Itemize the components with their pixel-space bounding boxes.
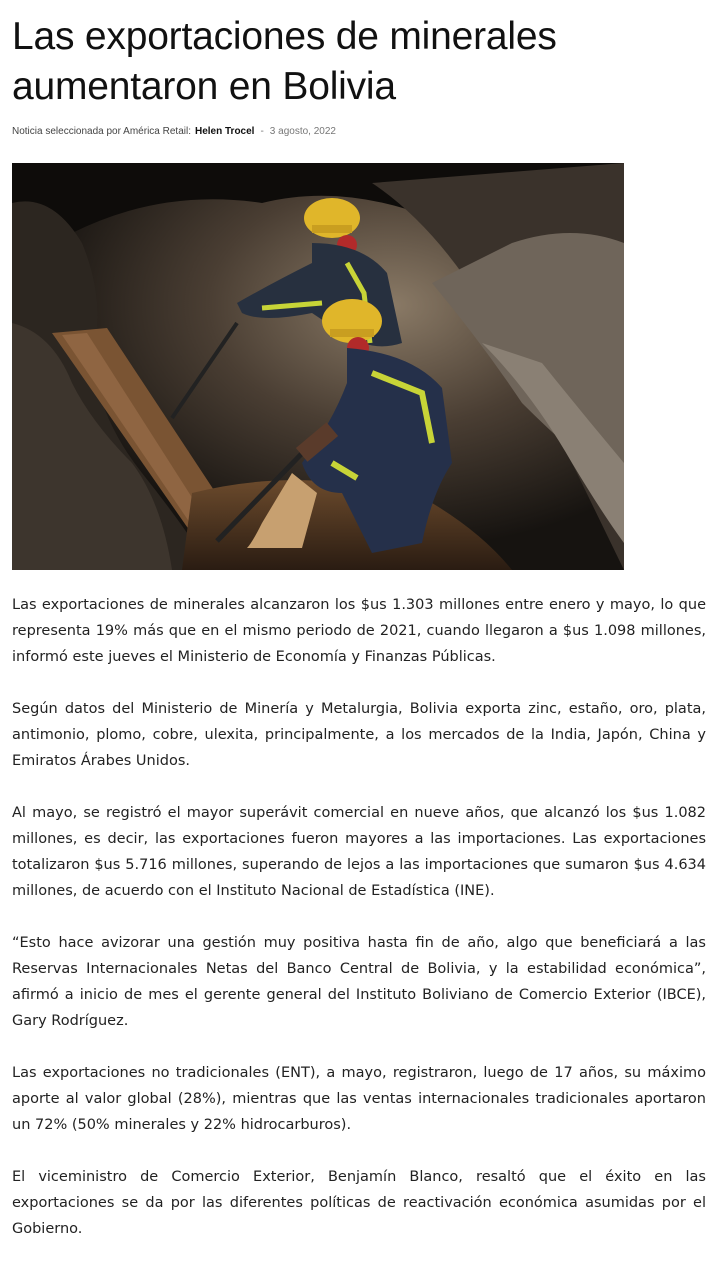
article-paragraph: El viceministro de Comercio Exterior, Benjamín Blanco, resaltó que el éxito en las exportaciones se da por las diferentes políticas de reactivación económica asumidas por el Gobierno. — [12, 1169, 706, 1237]
article-paragraph: “Esto hace avizorar una gestión muy positiva hasta fin de año, algo que beneficiará a las Reservas Internacionales Netas del Banco Central de Bolivia, y la estabilidad económica”, afirmó a inicio de mes el gerente general del Instituto Boliviano de Comercio Exterior (IBCE), Gary Rodríguez. — [12, 935, 706, 1029]
meta-separator: - — [260, 125, 264, 137]
article-title: Las exportaciones de minerales aumentaron en Bolivia — [12, 15, 557, 108]
article-body — [12, 592, 706, 1242]
article-paragraph: Según datos del Ministerio de Minería y Metalurgia, Bolivia exporta zinc, estaño, oro, plata, antimonio, plomo, cobre, ulexita, principalmente, a los mercados de la India, Japón, China y Emiratos Árabes Unidos. — [12, 701, 706, 769]
article-paragraph: Las exportaciones de minerales alcanzaron los $us 1.303 millones entre enero y mayo, lo que representa 19% más que en el mismo periodo de 2021, cuando llegaron a $us 1.098 millones, informó este jueves el Ministerio de Economía y Finanzas Públicas. — [12, 597, 706, 665]
author-link[interactable]: Helen Trocel — [194, 125, 255, 137]
article-photo — [12, 163, 624, 570]
article — [12, 0, 706, 1268]
article-meta — [12, 123, 706, 139]
article-paragraph: Al mayo, se registró el mayor superávit comercial en nueve años, que alcanzó los $us 1.082 millones, es decir, las exportaciones fueron mayores a las importaciones. Las exportaciones totalizaron $us 5.716 millones, superando de lejos a las importaciones que sumaron $us 4.634 millones, de acuerdo con el Instituto Nacional de Estadística (INE). — [12, 805, 706, 899]
meta-prefix: Noticia seleccionada por América Retail: — [12, 125, 191, 137]
publish-date: 3 agosto, 2022 — [269, 125, 336, 137]
article-paragraph: Las exportaciones no tradicionales (ENT), a mayo, registraron, luego de 17 años, su máximo aporte al valor global (28%), mientras que las ventas internacionales tradicionales aportaron un 72% (50% minerales y 22% hidrocarburos). — [12, 1065, 706, 1133]
